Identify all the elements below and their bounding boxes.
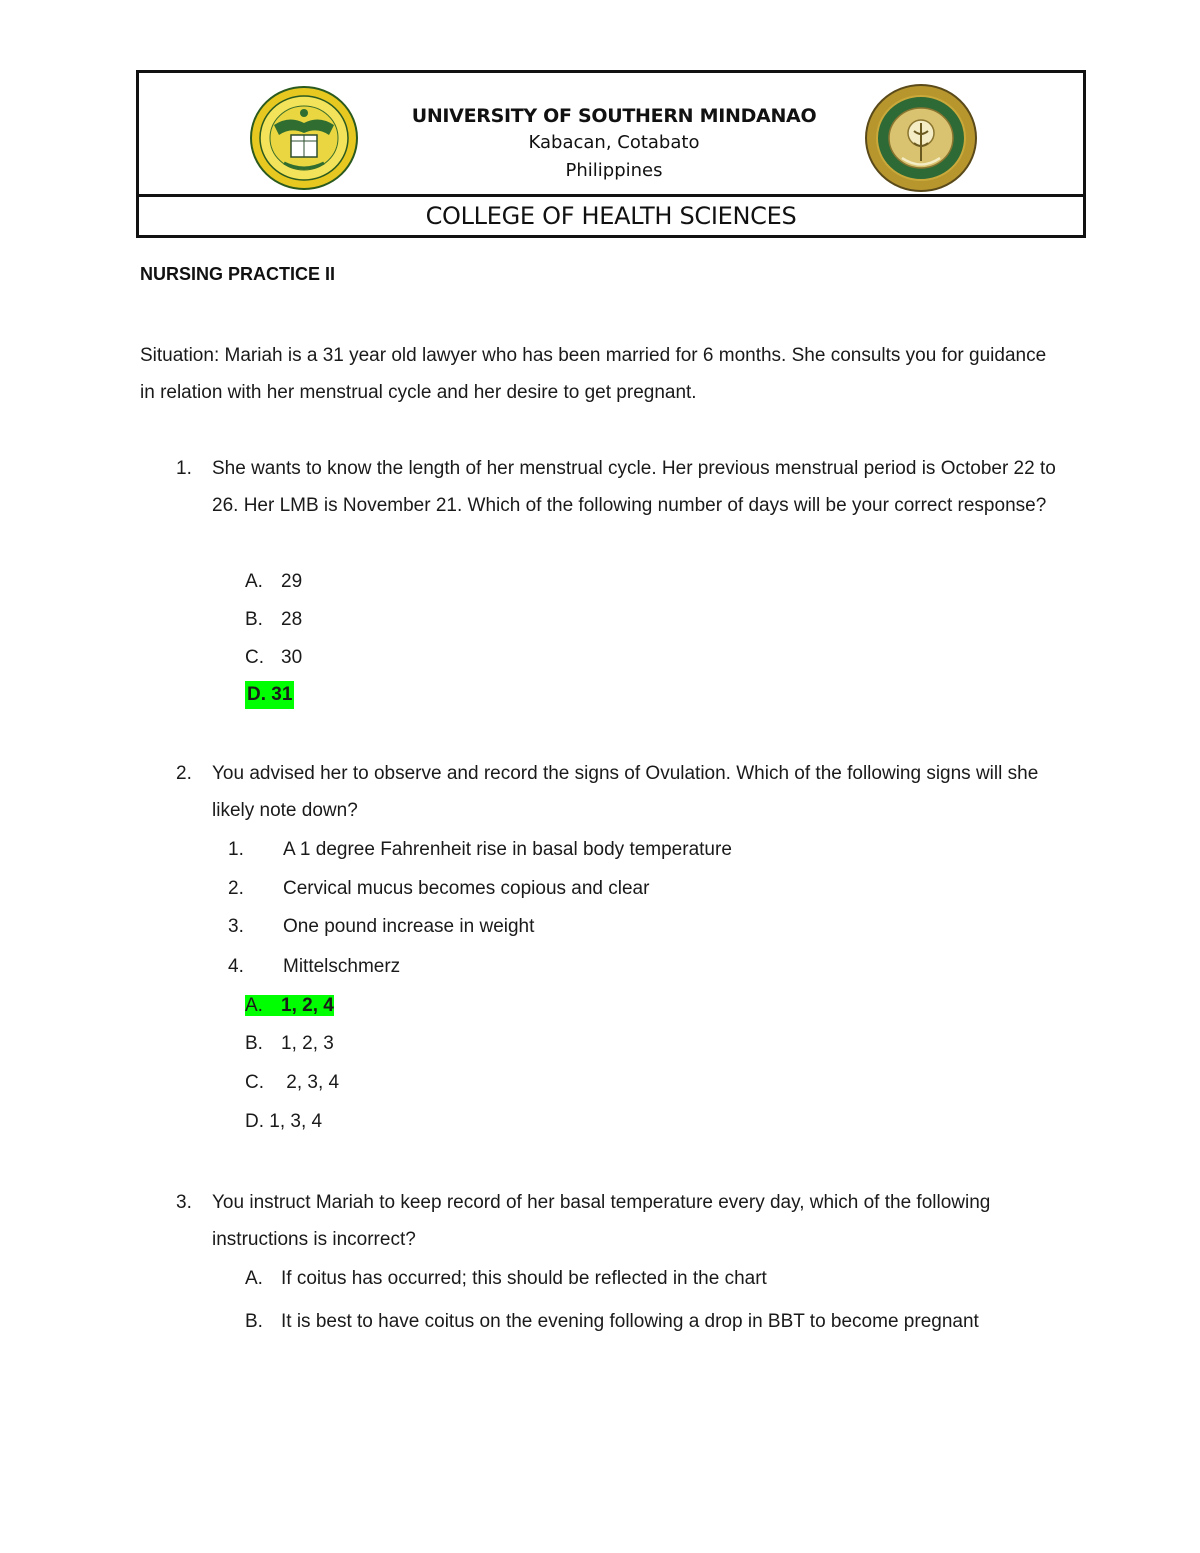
q1-choice-d-answer: D. 31 [245, 681, 294, 709]
university-seal-icon [249, 85, 359, 191]
answer-highlight [245, 995, 334, 1016]
choice-text: If coitus has occurred; this should be reflected in the chart [281, 1268, 767, 1289]
college-name: COLLEGE OF HEALTH SCIENCES [425, 202, 797, 230]
q2-choice-a-answer [245, 992, 334, 1020]
item-text: Cervical mucus becomes copious and clear [283, 878, 650, 899]
question-stem: You advised her to observe and record the signs of Ovulation. Which of the following signs will she likely note down? [212, 763, 1039, 821]
q2-item-3 [228, 913, 534, 941]
choice-letter: B. [245, 1033, 263, 1054]
q1-choice-b [245, 606, 302, 634]
choice-letter: C. [245, 647, 264, 668]
question-number: 2. [176, 763, 192, 784]
choice-text: 1, 2, 3 [281, 1033, 334, 1054]
q2-item-2 [228, 875, 649, 903]
question-stem: You instruct Mariah to keep record of her basal temperature every day, which of the following instructions is incorrect? [212, 1192, 991, 1250]
choice-text: 1, 3, 4 [269, 1111, 323, 1132]
item-text: A 1 degree Fahrenheit rise in basal body temperature [283, 839, 732, 860]
q1-choice-c [245, 644, 302, 672]
item-number: 4. [228, 956, 244, 977]
question-2-text [140, 755, 1060, 829]
q2-item-4 [228, 953, 400, 981]
university-country: Philippines [565, 160, 663, 181]
question-3 [140, 1184, 1060, 1258]
choice-text: 1, 2, 4 [281, 995, 334, 1016]
item-text: One pound increase in weight [283, 916, 535, 937]
item-number: 3. [228, 916, 244, 937]
question-1 [140, 450, 1060, 524]
choice-text: 30 [281, 647, 303, 668]
q3-choice-b [245, 1303, 1005, 1341]
choice-letter: A. [245, 1268, 263, 1289]
choice-letter: B. [245, 1311, 263, 1332]
question-number: 3. [176, 1192, 192, 1213]
choice-text: 29 [281, 571, 303, 592]
college-seal-icon [864, 83, 978, 193]
choice-letter: B. [245, 609, 263, 630]
item-number: 1. [228, 839, 244, 860]
choice-text: 28 [281, 609, 303, 630]
q1-choice-a [245, 568, 302, 596]
situation-paragraph: Situation: Mariah is a 31 year old lawyer who has been married for 6 months. She consults you for guidance in relation with her menstrual cycle and her desire to get pregnant. [140, 345, 1047, 403]
choice-text: It is best to have coitus on the evening following a drop in BBT to become pregnant [281, 1311, 979, 1332]
item-text: Mittelschmerz [283, 956, 401, 977]
choice-text: 2, 3, 4 [286, 1072, 340, 1093]
letterhead [136, 70, 1086, 238]
college-banner [139, 197, 1083, 235]
question-stem: She wants to know the length of her menstrual cycle. Her previous menstrual period is October 22 to 26. Her LMB is November 21. Which of the following number of days will be your correct response? [212, 458, 1056, 516]
q3-choice-a [245, 1265, 767, 1293]
q2-choice-d [245, 1108, 322, 1136]
q2-choice-b [245, 1030, 334, 1058]
choice-letter: D. [245, 1111, 264, 1132]
question-1-text [140, 450, 1060, 524]
choice-letter: A. [245, 995, 263, 1016]
choice-letter: A. [245, 571, 263, 592]
choice-letter: C. [245, 1072, 264, 1093]
q2-item-1 [228, 836, 732, 864]
letterhead-top [139, 73, 1083, 193]
item-number: 2. [228, 878, 244, 899]
university-block [379, 103, 849, 185]
university-name: UNIVERSITY OF SOUTHERN MINDANAO [411, 105, 817, 127]
university-city: Kabacan, Cotabato [528, 132, 700, 153]
q2-choice-c [245, 1069, 339, 1097]
question-2 [140, 755, 1060, 829]
question-3-text [140, 1184, 1060, 1258]
course-title: NURSING PRACTICE II [140, 264, 336, 284]
question-number: 1. [176, 458, 192, 479]
